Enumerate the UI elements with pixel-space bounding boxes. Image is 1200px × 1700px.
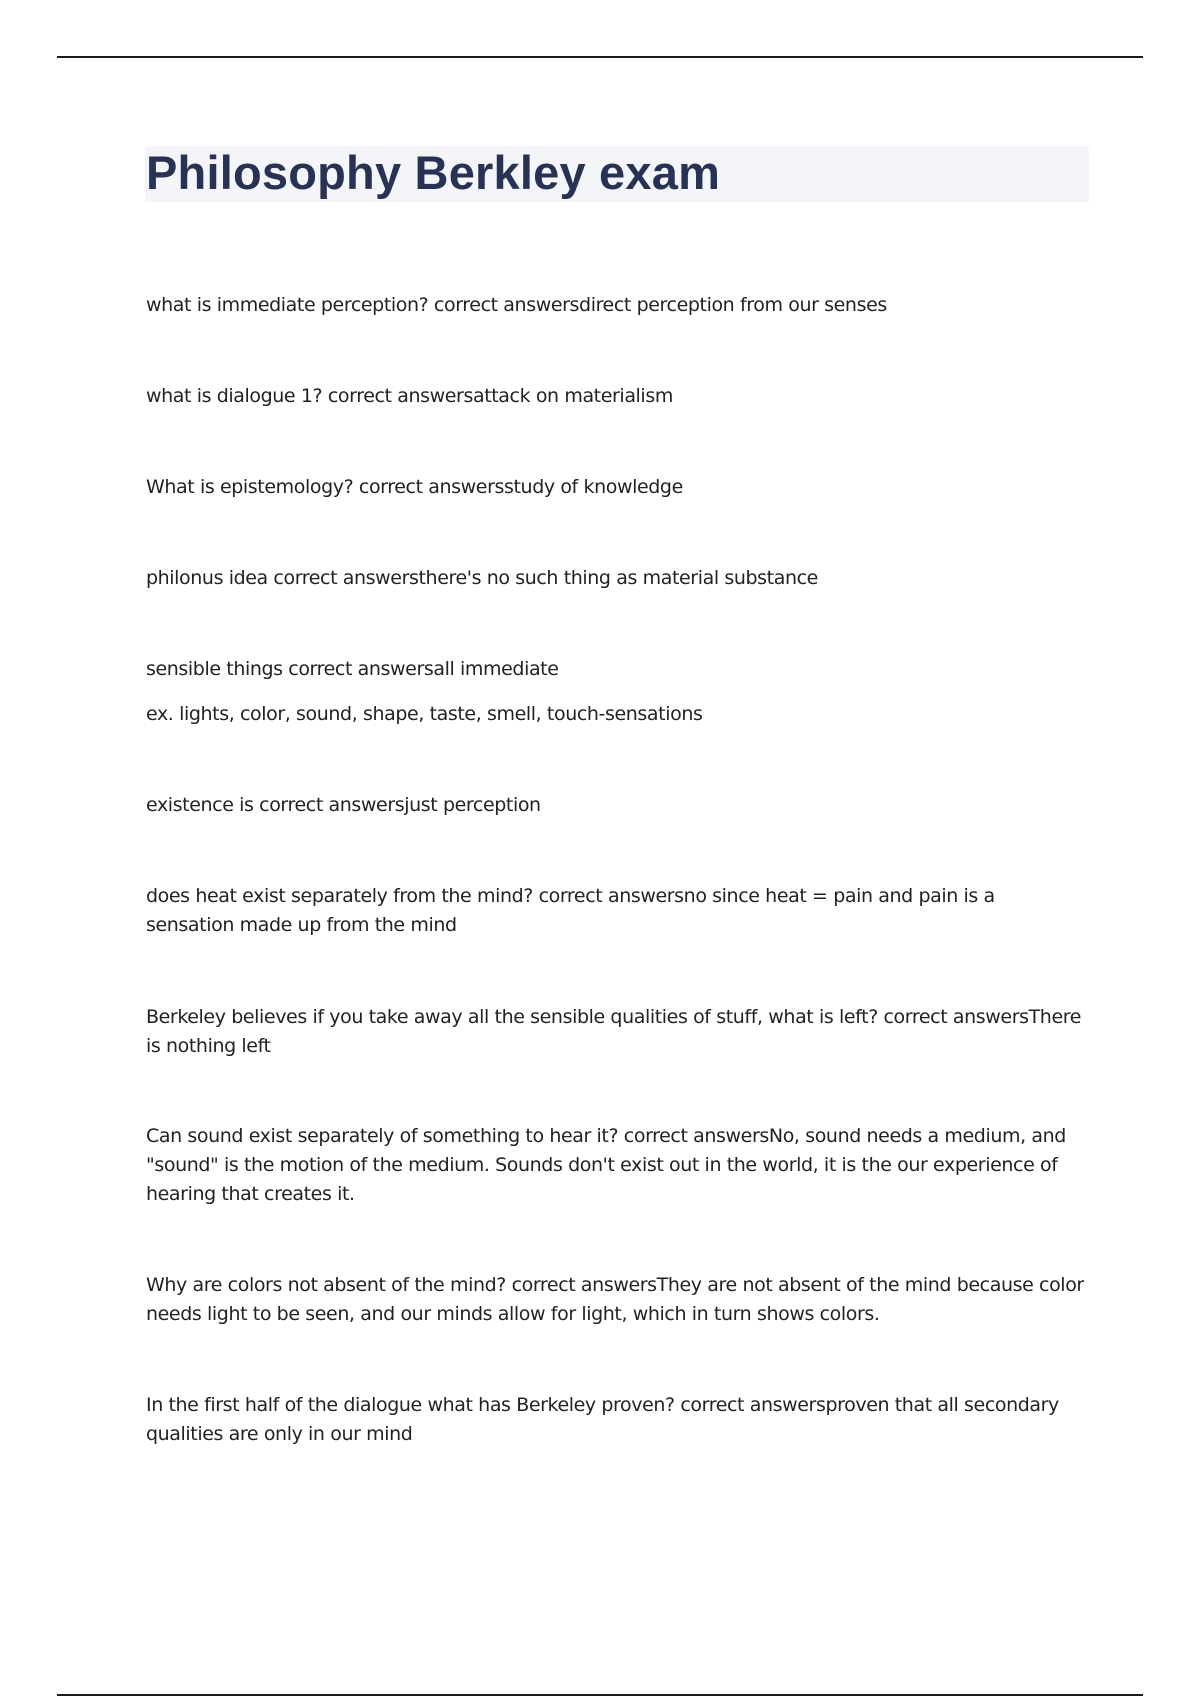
qa-entry-sensible-qualities: Berkeley believes if you take away all the sensible qualities of stuff, what is left? correct answersThere is nothing left [146,1006,1082,1057]
qa-entry-colors: Why are colors not absent of the mind? correct answersThey are not absent of the mind because color needs light to be seen, and our minds allow for light, which in turn shows colors. [146,1274,1084,1325]
qa-entry-sensible-things-example: ex. lights, color, sound, shape, taste, smell, touch-sensations [146,703,703,725]
qa-entry-epistemology: What is epistemology? correct answersstudy of knowledge [146,476,683,498]
qa-entry-sensible-things: sensible things correct answersall immediate [146,658,559,680]
qa-entry-dialogue-1: what is dialogue 1? correct answersattack on materialism [146,385,673,407]
page-title: Philosophy Berkley exam [146,146,721,199]
top-rule [57,56,1143,58]
qa-entry-immediate-perception: what is immediate perception? correct answersdirect perception from our senses [146,294,887,316]
bottom-rule [57,1694,1143,1696]
qa-entry-existence: existence is correct answersjust perception [146,794,541,816]
qa-entry-heat: does heat exist separately from the mind? correct answersno since heat = pain and pain is a sensation made up from the mind [146,885,995,936]
qa-entry-philonus-idea: philonus idea correct answersthere's no such thing as material substance [146,567,818,589]
qa-entry-first-half-proof: In the first half of the dialogue what has Berkeley proven? correct answersproven that all secondary qualities are only in our mind [146,1394,1059,1445]
qa-entry-sound: Can sound exist separately of something to hear it? correct answersNo, sound needs a medium, and "sound" is the motion of the medium. Sounds don't exist out in the world, it is the our experience of hearing that creates it. [146,1125,1066,1205]
